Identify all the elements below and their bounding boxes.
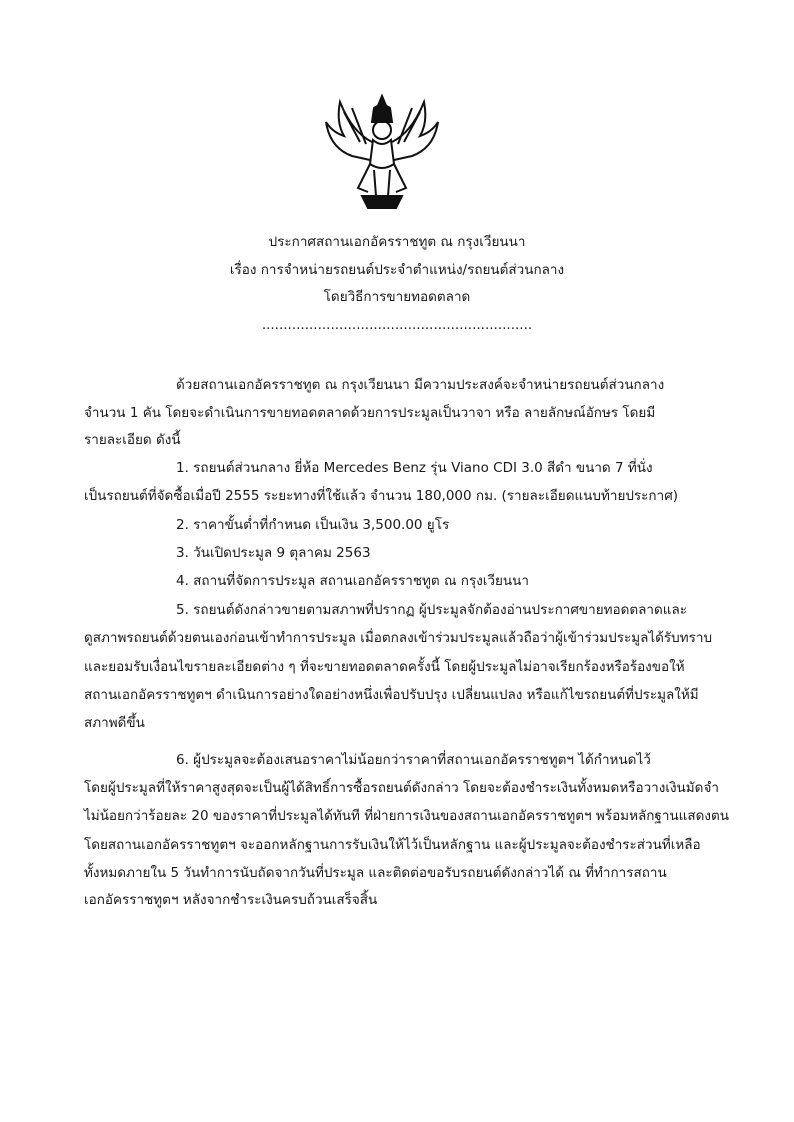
item-6-line: 6. ผู้ประมูลจะต้องเสนอราคาไม่น้อยกว่าราคาที่สถานเอกอัครราชทูตฯ ได้กำหนดไว้ bbox=[176, 752, 651, 768]
item-1-line: 1. รถยนต์ส่วนกลาง ยี่ห้อ Mercedes Benz รุ่น Viano CDI 3.0 สีดำ ขนาด 7 ที่นั่ง bbox=[176, 460, 653, 476]
item-5-line: สถานเอกอัครราชทูตฯ ดำเนินการอย่างใดอย่างหนึ่งเพื่อปรับปรุง เปลี่ยนแปลง หรือแก้ไขรถยนต์ที่ประมูลให้มี bbox=[84, 687, 699, 703]
intro-line: ด้วยสถานเอกอัครราชทูต ณ กรุงเวียนนา มีความประสงค์จะจำหน่ายรถยนต์ส่วนกลาง bbox=[176, 377, 665, 393]
item-5-line: ดูสภาพรถยนต์ด้วยตนเองก่อนเข้าทำการประมูล เมื่อตกลงเข้าร่วมประมูลแล้วถือว่าผู้เข้าร่วมประมูลได้รับทราบ bbox=[84, 630, 713, 646]
item-5-line: และยอมรับเงื่อนไขรายละเอียดต่าง ๆ ที่จะขายทอดตลาดครั้งนี้ โดยผู้ประมูลไม่อาจเรียกร้องหรือร้องขอให้ bbox=[84, 659, 685, 675]
item-1-line: เป็นรถยนต์ที่จัดซื้อเมื่อปี 2555 ระยะทางที่ใช้แล้ว จำนวน 180,000 กม. (รายละเอียดแนบท้ายประกาศ) bbox=[84, 488, 679, 504]
item-6-line: โดยผู้ประมูลที่ให้ราคาสูงสุดจะเป็นผู้ได้สิทธิ์การซื้อรถยนต์ดังกล่าว โดยจะต้องชำระเงินทั้งหมดหรือวางเงินมัดจำ bbox=[84, 780, 719, 796]
item-6-line: ทั้งหมดภายใน 5 วันทำการนับถัดจากวันที่ประมูล และติดต่อขอรับรถยนต์ดังกล่าวได้ ณ ที่ทำการสถาน bbox=[84, 865, 667, 881]
item-6-line: เอกอัครราชทูตฯ หลังจากชำระเงินครบถ้วนเสร็จสิ้น bbox=[84, 892, 378, 908]
item-6-line: ไม่น้อยกว่าร้อยละ 20 ของราคาที่ประมูลได้ทันที ที่ฝ่ายการเงินของสถานเอกอัครราชทูตฯ พร้อมหลักฐานแสดงตน bbox=[84, 808, 729, 824]
garuda-emblem-icon bbox=[322, 92, 442, 210]
item-5-line: สภาพดีขึ้น bbox=[84, 715, 145, 731]
intro-line: จำนวน 1 คัน โดยจะดำเนินการขายทอดตลาดด้วยการประมูลเป็นวาจา หรือ ลายลักษณ์อักษร โดยมี bbox=[84, 405, 656, 421]
intro-line: รายละเอียด ดังนี้ bbox=[84, 432, 181, 448]
item-6-line: โดยสถานเอกอัครราชทูตฯ จะออกหลักฐานการรับเงินให้ไว้เป็นหลักฐาน และผู้ประมูลจะต้องชำระส่วนที่เหลือ bbox=[84, 837, 701, 853]
item-4-auction-location: 4. สถานที่จัดการประมูล สถานเอกอัครราชทูต ณ กรุงเวียนนา bbox=[176, 573, 529, 589]
item-5-line: 5. รถยนต์ดังกล่าวขายตามสภาพที่ปรากฏ ผู้ประมูลจักต้องอ่านประกาศขายทอดตลาดและ bbox=[176, 602, 688, 618]
announcement-subject: เรื่อง การจำหน่ายรถยนต์ประจำตำแหน่ง/รถยนต์ส่วนกลาง bbox=[229, 262, 565, 278]
separator-dots: ............................................................... bbox=[261, 317, 533, 333]
item-2-minimum-price: 2. ราคาขั้นต่ำที่กำหนด เป็นเงิน 3,500.00 ยูโร bbox=[176, 517, 450, 533]
item-3-auction-date: 3. วันเปิดประมูล 9 ตุลาคม 2563 bbox=[176, 545, 371, 561]
announcement-method: โดยวิธีการขายทอดตลาด bbox=[323, 289, 471, 305]
announcement-title: ประกาศสถานเอกอัครราชทูต ณ กรุงเวียนนา bbox=[268, 234, 526, 250]
